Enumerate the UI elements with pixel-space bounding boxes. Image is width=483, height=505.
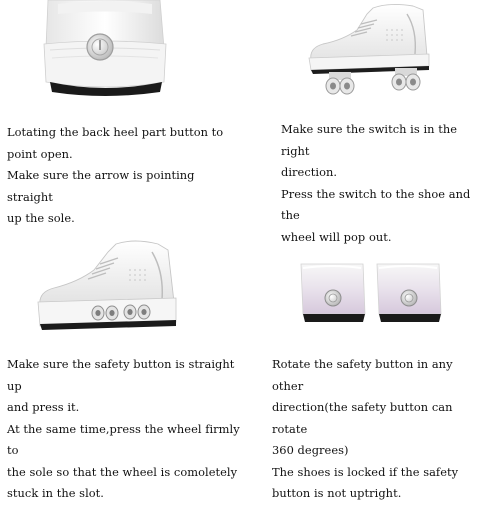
instruction-line: and press it. (7, 400, 80, 414)
panel-safety-press-text (7, 354, 241, 505)
instruction-line: Make sure the switch is in the right (281, 122, 457, 158)
instruction-line: Make sure the arrow is pointing straight (7, 168, 195, 204)
panel-heel-button-text (7, 122, 239, 230)
shoe-wheels-out-image (303, 0, 441, 102)
instruction-line: Make sure the safety button is straight up (7, 357, 235, 393)
panel-safety-rotate (241, 232, 483, 500)
panel-safety-press (0, 232, 241, 500)
panel-heel-button (0, 0, 241, 232)
instruction-line: direction. (281, 165, 338, 179)
panel-safety-rotate-text (272, 354, 482, 505)
instruction-line: The shoes is locked if the safety (272, 464, 459, 479)
safety-knob-icon (325, 290, 341, 306)
instruction-line: point open. (7, 146, 73, 161)
instruction-line: direction(the safety button can rotate (272, 400, 453, 436)
heel-pair-rear-image (299, 262, 443, 324)
instruction-line: up the sole. (7, 211, 75, 225)
instruction-line: wheel will pop out. (281, 229, 392, 244)
heel-button-closeup-image (40, 0, 170, 100)
safety-knob-icon (401, 290, 417, 306)
instruction-line: stuck in the slot. (7, 486, 104, 500)
instruction-line: the sole so that the wheel is comoletely (7, 464, 238, 479)
shoe-wheels-in-image (34, 238, 180, 334)
instruction-line: 360 degrees) (272, 443, 349, 457)
instruction-line: Rotate the safety button in any other (272, 357, 453, 393)
panel-switch-text (281, 119, 481, 248)
instruction-line: Lotating the back heel part button to (7, 125, 224, 139)
instruction-line: button is not uptright. (272, 486, 402, 500)
instruction-line: At the same time,press the wheel firmly to (7, 421, 240, 457)
instruction-line: Press the switch to the shoe and the (281, 186, 471, 222)
panel-switch (241, 0, 483, 244)
